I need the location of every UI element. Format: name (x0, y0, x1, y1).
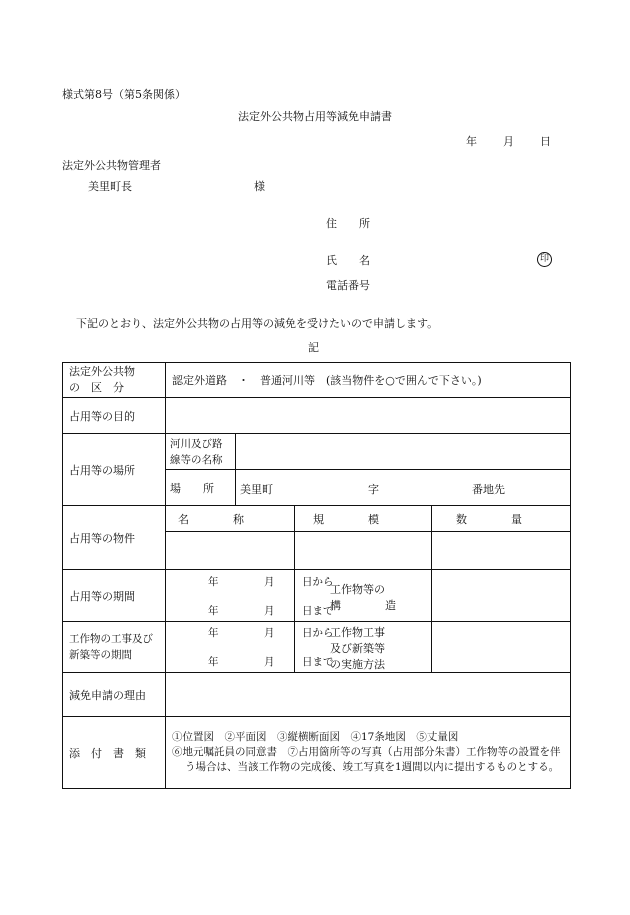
construction-period-label: 工作物の工事及び 新築等の期間 (63, 622, 166, 673)
structure-label: 工作物等の 構 造 (330, 583, 396, 612)
place-label: 占用等の場所 (63, 434, 166, 506)
purpose-value[interactable] (166, 398, 571, 434)
construction-to: 年 月 日まで (208, 656, 334, 668)
addressee-org: 法定外公共物管理者 (62, 159, 161, 172)
date-month: 月 (503, 135, 514, 148)
col-name-header: 名 称 (166, 506, 295, 532)
period-value[interactable] (166, 570, 334, 622)
row-period (63, 570, 571, 622)
period-from: 年 月 日から (208, 575, 334, 588)
route-name-label: 河川及び路 線等の名称 (166, 434, 236, 470)
method-label: 工作物工事 及び新築等 の実施方法 (330, 626, 385, 671)
location-banchi: 番地先 (472, 483, 505, 496)
intro-text: 下記のとおり、法定外公共物の占用等の減免を受けたいので申請します。 (76, 317, 439, 330)
construction-period-value[interactable] (166, 622, 334, 673)
object-label: 占用等の物件 (63, 506, 166, 570)
phone-label: 電話番号 (326, 279, 370, 292)
category-label: 法定外公共物 の 区 分 (63, 363, 166, 398)
reason-label: 減免申請の理由 (63, 673, 166, 717)
method-value[interactable] (432, 622, 571, 673)
attachments-label: 添 付 書 類 (63, 717, 166, 789)
structure-value[interactable] (432, 570, 571, 622)
period-to: 年 月 日まで (208, 604, 334, 617)
row-object-header (63, 506, 571, 532)
object-spec-value[interactable] (295, 532, 432, 570)
category-value: 認定外道路 ・ 普通河川等 (該当物件を○で囲んで下さい。) (166, 363, 571, 398)
location-label: 場 所 (166, 470, 236, 506)
addressee-name: 美里町長 (88, 180, 132, 193)
construction-from: 年 月 日から (208, 627, 334, 639)
row-purpose (63, 398, 571, 434)
purpose-label: 占用等の目的 (63, 398, 166, 434)
col-spec-header: 規 模 (295, 506, 432, 532)
row-attachments (63, 717, 571, 789)
object-name-value[interactable] (166, 532, 295, 570)
object-qty-value[interactable] (432, 532, 571, 570)
ki-text: 記 (308, 341, 319, 354)
seal-mark: 印 (537, 252, 552, 267)
col-qty-header: 数 量 (432, 506, 571, 532)
application-table (62, 362, 571, 789)
row-category (63, 363, 571, 398)
period-label: 占用等の期間 (63, 570, 166, 622)
honorific: 様 (254, 180, 265, 193)
form-number: 様式第8号（第5条関係） (62, 88, 186, 101)
date-day: 日 (540, 135, 551, 148)
route-name-value[interactable] (236, 434, 571, 470)
location-town: 美里町 (240, 483, 273, 496)
row-place-route (63, 434, 571, 470)
row-reason (63, 673, 571, 717)
address-label: 住 所 (326, 217, 370, 230)
document-title: 法定外公共物占用等減免申請書 (238, 110, 392, 123)
reason-value[interactable] (166, 673, 571, 717)
row-construction-period (63, 622, 571, 673)
attachments-value: ①位置図 ②平面図 ③縦横断面図 ④17条地図 ⑤丈量図 ⑥地元嘱託員の同意書 ⑦占用箇所等の写真（占用部分朱書）工作物等の設置を伴う場合は、当該工作物の完成後、竣工写真を1週間以内に提出するものとする。 (166, 717, 571, 789)
date-year: 年 (466, 135, 477, 148)
location-value[interactable] (236, 470, 571, 506)
name-label: 氏 名 (326, 254, 370, 267)
location-aza: 字 (368, 483, 379, 496)
